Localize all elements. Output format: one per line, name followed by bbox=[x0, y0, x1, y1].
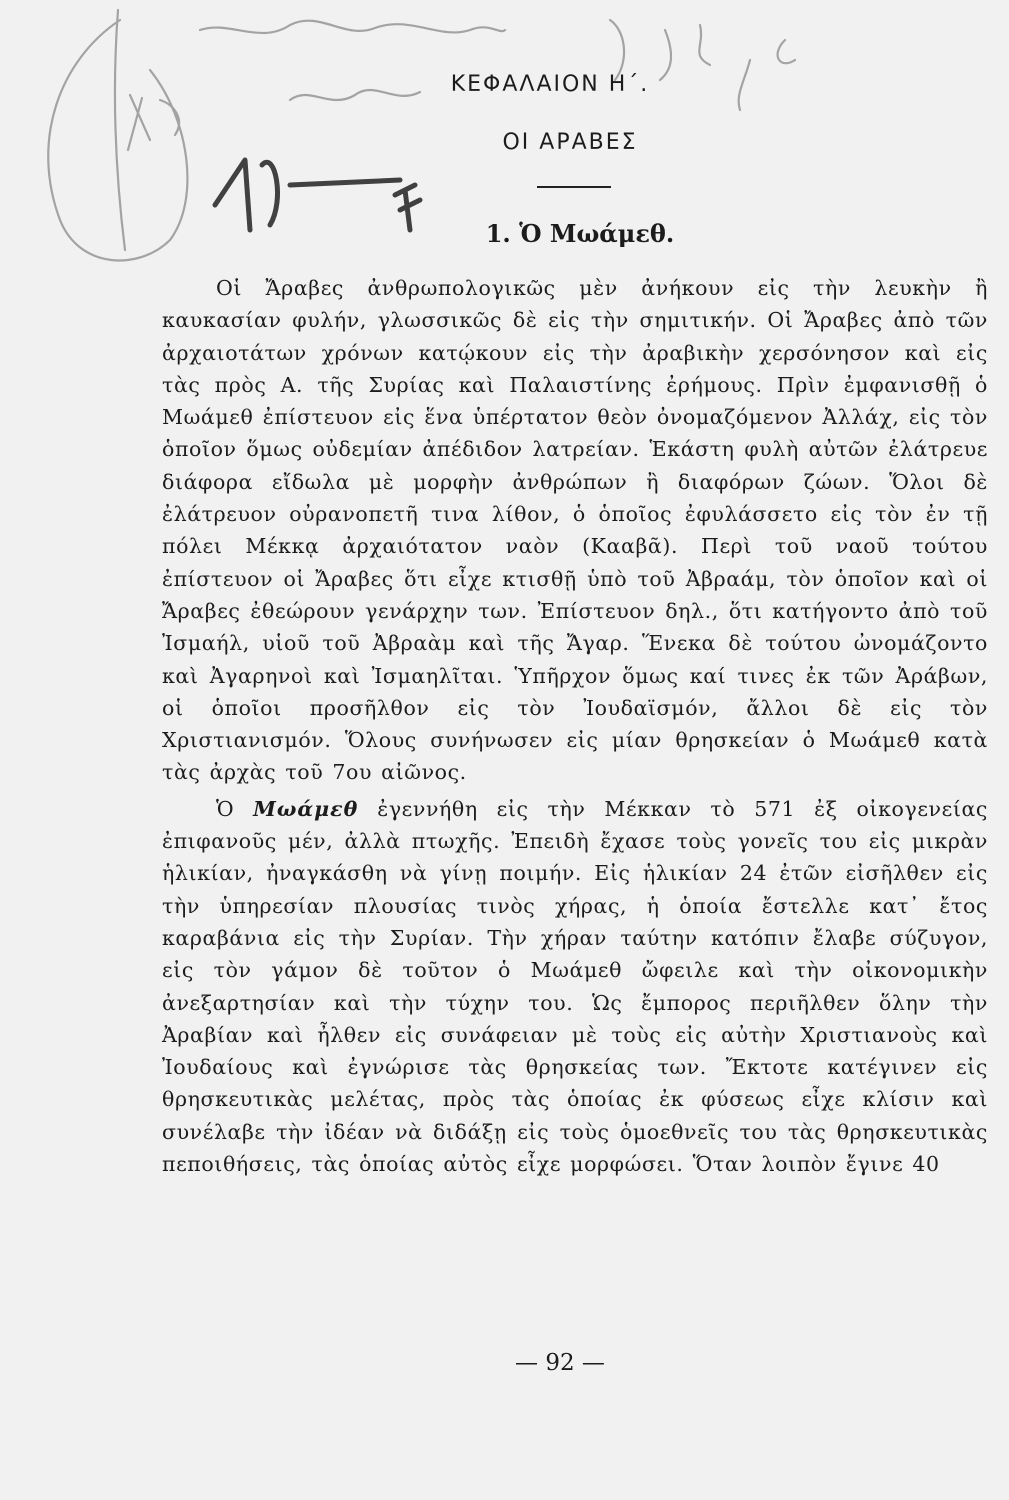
emphasized-name: Μωάμεθ bbox=[253, 796, 359, 821]
pencil-stroke-vertical bbox=[115, 10, 125, 250]
paragraph-2 bbox=[162, 793, 988, 1181]
pencil-bracket bbox=[610, 20, 624, 80]
section-heading: 1. Ὁ Μωάμεθ. bbox=[485, 219, 675, 248]
pencil-scrawl-top bbox=[200, 21, 505, 33]
pencil-scrawl-far-right bbox=[739, 40, 795, 110]
paragraph-1: Οἱ Ἄραβες ἀνθρωπολογικῶς μὲν ἀνήκουν εἰς τὴν λευκὴν ἢ καυκασίαν φυλήν, γλωσσικῶς δὲ εἰς τὴν σημιτικήν. Οἱ Ἄραβες ἀπὸ τῶν ἀρχαιοτάτων χρόνων κατῴκουν εἰς τὴν ἀραβικὴν χερσόνησον καὶ εἰς τὰς πρὸς Α. τῆς Συρίας καὶ Παλαιστίνης ἐρήμους. Πρὶν ἐμφανισθῇ ὁ Μωάμεθ ἐπίστευον εἰς ἕνα ὑπέρτατον θεὸν ὀνομαζόμενον Ἀλλάχ, εἰς τὸν ὁποῖον ὅμως οὐδεμίαν ἀπέδιδον λατρείαν. Ἑκάστη φυλὴ αὐτῶν ἐλάτρευε διάφορα εἴδωλα μὲ μορφὴν ἀνθρώπων ἢ διαφόρων ζώων. Ὅλοι δὲ ἐλάτρευον οὐρανοπετῆ τινα λίθον, ὁ ὁποῖος ἐφυλάσσετο εἰς τὸν ἐν τῇ πόλει Μέκκᾳ ἀρχαιότατον ναὸν (Κααβᾶ). Περὶ τοῦ ναοῦ τούτου ἐπίστευον οἱ Ἄραβες ὅτι εἶχε κτισθῇ ὑπὸ τοῦ Ἀβραάμ, τὸν ὁποῖον καὶ οἱ Ἄραβες ἐθεώρουν γενάρχην των. Ἐπίστευον δηλ., ὅτι κατήγοντο ἀπὸ τοῦ Ἰσμαήλ, υἱοῦ τοῦ Ἀβραὰμ καὶ τῆς Ἄγαρ. Ἕνεκα δὲ τούτου ὠνομάζοντο καὶ Ἀγαρηνοὶ καὶ Ἰσμαηλῖται. Ὑπῆρχον ὅμως καί τινες ἐκ τῶν Ἀράβων, οἱ ὁποῖοι προσῆλθον εἰς τὸν Ἰουδαϊσμόν, ἄλλοι δὲ εἰς τὸν Χριστιανισμόν. Ὅλους συνήνωσεν εἰς μίαν θρησκείαν ὁ Μωάμεθ κατὰ τὰς ἀρχὰς τοῦ 7ου αἰῶνος. bbox=[162, 276, 988, 785]
ink-hash-mark bbox=[395, 185, 420, 230]
ink-scrawl-mark bbox=[215, 160, 400, 230]
chapter-label: ΚΕΦΑΛΑΙΟΝ Η΄. bbox=[450, 72, 650, 97]
pencil-loop-left bbox=[48, 20, 187, 260]
chapter-title: ΟΙ ΑΡΑΒΕΣ bbox=[502, 130, 638, 155]
paragraph-2-lead: Ὁ bbox=[216, 796, 254, 821]
title-divider bbox=[537, 186, 611, 188]
page-number: — 92 — bbox=[515, 1350, 605, 1376]
body-text bbox=[162, 272, 988, 1180]
paragraph-2-rest: ἐγεννήθη εἰς τὴν Μέκκαν τὸ 571 ἐξ οἰκογενείας ἐπιφανοῦς μέν, ἀλλὰ πτωχῆς. Ἐπειδὴ ἔχασε τοὺς γονεῖς του εἰς μικρὰν ἡλικίαν, ἠναγκάσθη νὰ γίνῃ ποιμήν. Εἰς ἡλικίαν 24 ἐτῶν εἰσῆλθεν εἰς τὴν ὑπηρεσίαν πλουσίας τινὸς χήρας, ἡ ὁποία ἔστελλε κατ᾽ ἔτος καραβάνια εἰς τὴν Συρίαν. Τὴν χήραν ταύτην κατόπιν ἔλαβε σύζυγον, εἰς τὸν γάμον δὲ τοῦτον ὁ Μωάμεθ ὤφειλε καὶ τὴν οἰκονομικὴν ἀνεξαρτησίαν καὶ τὴν τύχην του. Ὡς ἔμπορος περιῆλθεν ὅλην τὴν Ἀραβίαν καὶ ἦλθεν εἰς συνάφειαν μὲ τοὺς εἰς αὐτὴν Χριστιανοὺς καὶ Ἰουδαίους καὶ ἐγνώρισε τὰς θρησκείας των. Ἔκτοτε κατέγινεν εἰς θρησκευτικὰς μελέτας, πρὸς τὰς ὁποίας ἐκ φύσεως εἶχε κλίσιν καὶ συνέλαβε τὴν ἰδέαν νὰ διδάξῃ εἰς τοὺς ὁμοεθνεῖς του τὰς θρησκευτικὰς πεποιθήσεις, τὰς ὁποίας αὐτὸς εἶχε μορφώσει. Ὅταν λοιπὸν ἔγινε 40 bbox=[162, 796, 988, 1177]
